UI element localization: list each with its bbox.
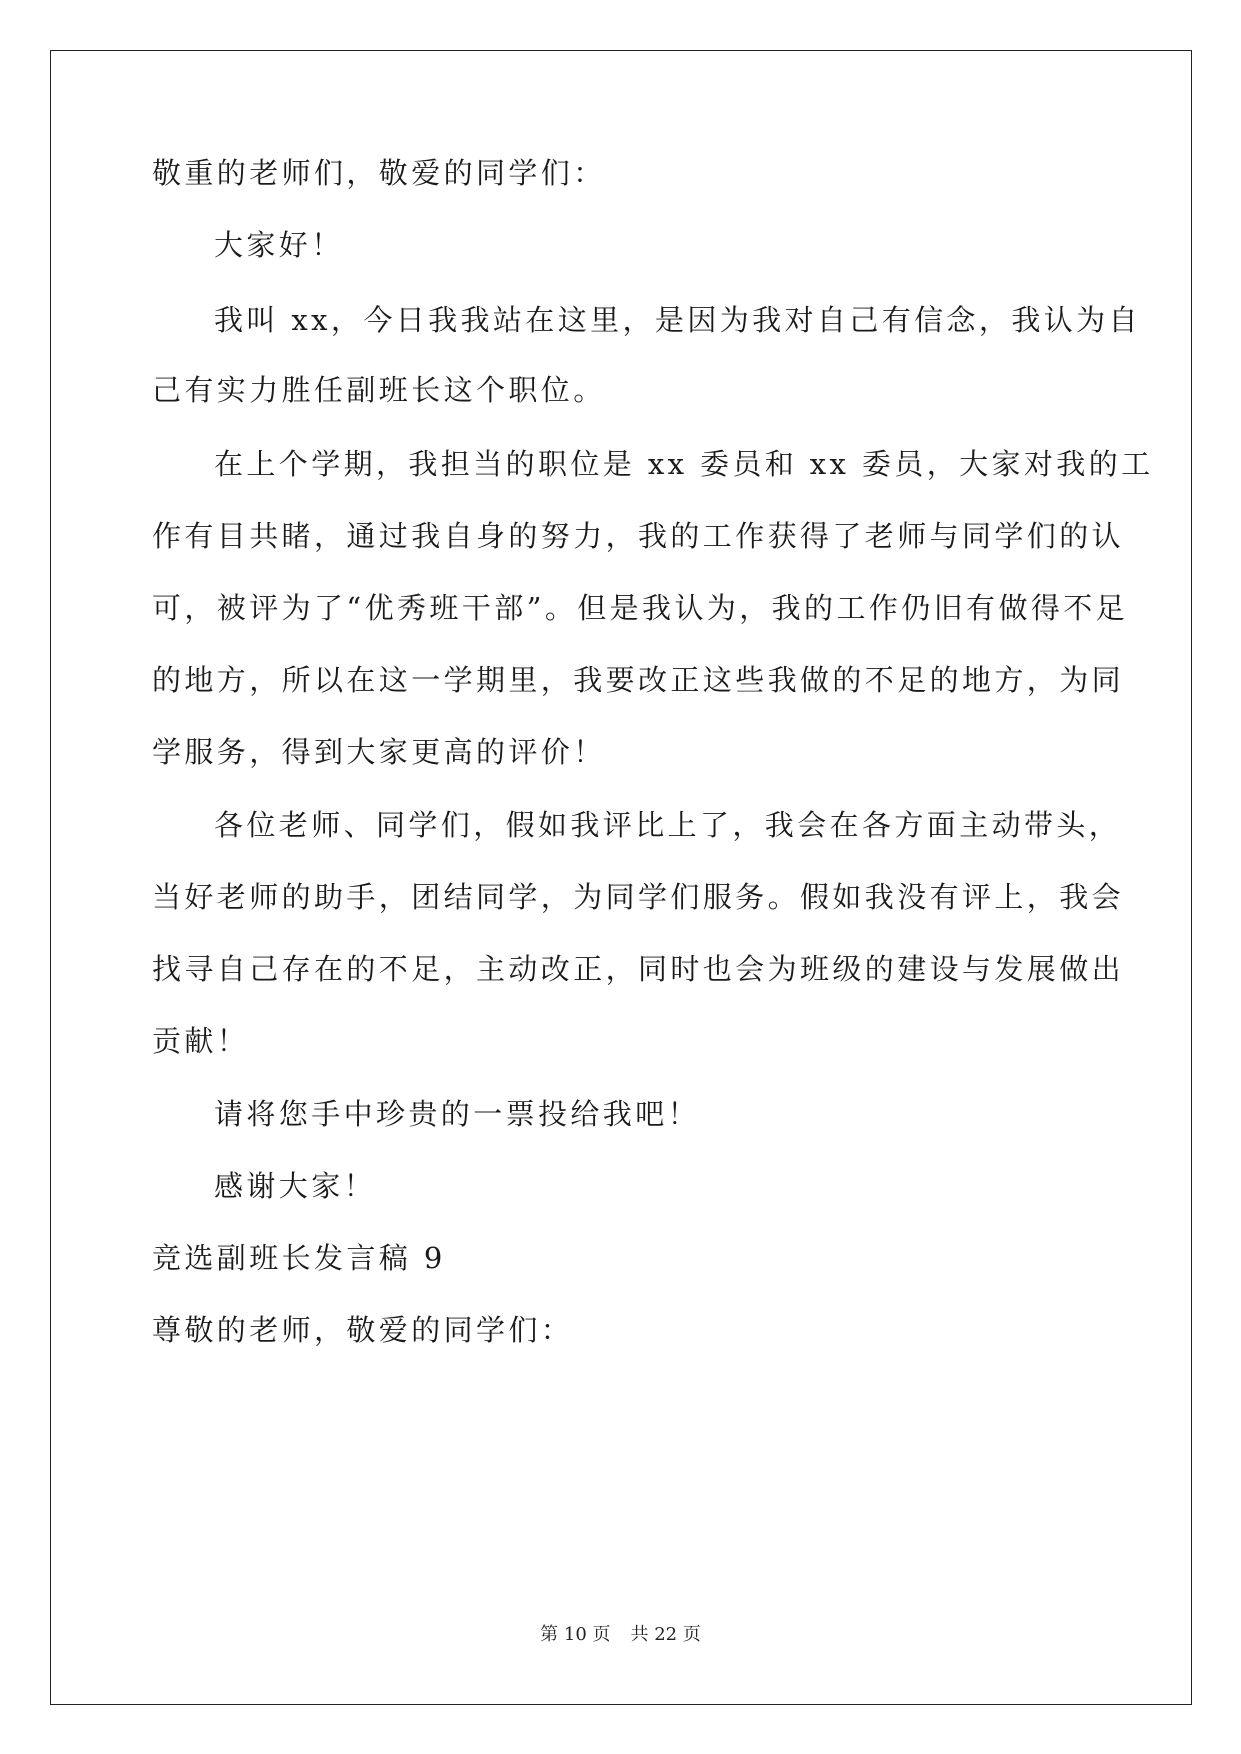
- greeting-line: 大家好！: [214, 228, 344, 262]
- paragraph-line: 学服务，得到大家更高的评价！: [152, 735, 606, 769]
- paragraph-line: 各位老师、同学们，假如我评比上了，我会在各方面主动带头，: [214, 808, 1122, 842]
- paragraph-line: 的地方，所以在这一学期里，我要改正这些我做的不足的地方，为同: [152, 663, 1125, 697]
- paragraph-line: 可，被评为了“优秀班干部”。但是我认为，我的工作仍旧有做得不足: [152, 591, 1129, 625]
- page-total: 共 22 页: [630, 1624, 701, 1645]
- page-border: [50, 50, 1192, 1705]
- paragraph-line: 在上个学期，我担当的职位是 xx 委员和 xx 委员，大家对我的工: [214, 447, 1154, 481]
- closing-line: 感谢大家！: [214, 1169, 377, 1203]
- paragraph-line: 当好老师的助手，团结同学，为同学们服务。假如我没有评上，我会: [152, 880, 1125, 914]
- paragraph-line: 找寻自己存在的不足，主动改正，同时也会为班级的建设与发展做出: [152, 952, 1125, 986]
- section-heading: 竞选副班长发言稿 9: [152, 1241, 446, 1275]
- paragraph-line: 贡献！: [152, 1024, 250, 1058]
- salutation-line: 敬重的老师们，敬爱的同学们：: [152, 156, 606, 190]
- paragraph-line: 作有目共睹，通过我自身的努力，我的工作获得了老师与同学们的认: [152, 519, 1125, 553]
- page-number: 第 10 页: [540, 1624, 611, 1645]
- paragraph-line: 己有实力胜任副班长这个职位。: [152, 373, 606, 407]
- page-footer: [0, 1623, 1241, 1647]
- paragraph-line: 请将您手中珍贵的一票投给我吧！: [214, 1097, 701, 1131]
- paragraph-line: 我叫 xx，今日我我站在这里，是因为我对自己有信念，我认为自: [214, 303, 1141, 337]
- salutation-line: 尊敬的老师，敬爱的同学们：: [152, 1313, 574, 1347]
